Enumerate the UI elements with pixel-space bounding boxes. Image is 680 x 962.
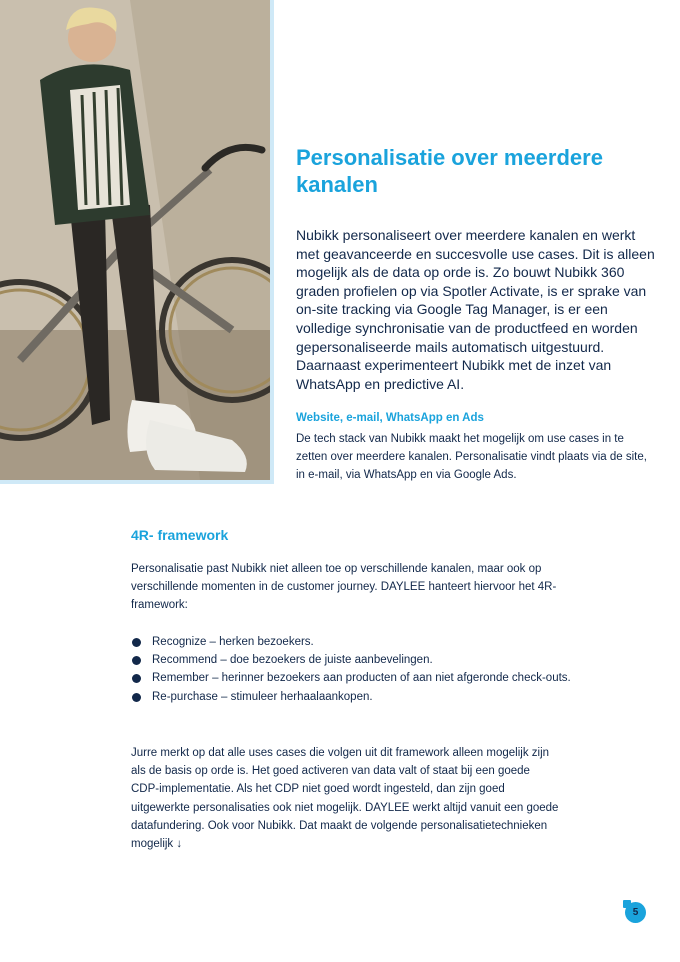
intro-paragraph: Nubikk personaliseert over meerdere kanalen en werkt met geavanceerde en succesvolle use cases. Dit is alleen mogelijk als de data op orde is. Zo bouwt Nubikk 360 graden profielen op via Spotler Activate, is er sprake van on-site tracking via Google Tag Manager, is er een volledige synchronisatie van de productfeed en worden gepersonaliseerde mails automatisch uitgestuurd. Daarnaast experimenteert Nubikk met de inzet van WhatsApp en predictive AI. [296, 227, 655, 392]
channels-paragraph: De tech stack van Nubikk maakt het mogelijk om use cases in te zetten over meerdere kanalen. Personalisatie vindt plaats via de site, in e-mail, via WhatsApp en via Google Ads. [296, 433, 647, 482]
closing-paragraph: Jurre merkt op dat alle uses cases die volgen uit dit framework alleen mogelijk zijn als de basis op orde is. Het goed activeren van data valt of staat bij een goede CDP-implementatie. Als het CDP niet goed wordt ingesteld, dan zijn goed uitgewerkte personalisaties ook niet mogelijk. DAYLEE werkt altijd vanuit een goede datafundering. Ook voor Nubikk. Dat maakt de volgende personalisatietechnieken mogelijk ↓ [131, 747, 559, 851]
list-item-text: Recommend – doe bezoekers de juiste aanbevelingen. [152, 654, 433, 667]
list-item-text: Recognize – herken bezoekers. [152, 636, 314, 648]
bullet-icon [132, 638, 141, 647]
list-item [131, 633, 571, 651]
framework-title: 4R- framework [131, 527, 229, 543]
hero-photo [0, 0, 270, 480]
list-item-text: Re-purchase – stimuleer herhaalaankopen. [152, 690, 373, 703]
framework-list [131, 633, 571, 706]
photo-frame-bottom [0, 480, 274, 484]
man-with-bicycle-illustration [0, 0, 270, 480]
photo-frame-right [270, 0, 274, 484]
list-item [131, 688, 571, 706]
bullet-icon [132, 693, 141, 702]
list-item [131, 651, 571, 669]
bullet-icon [132, 674, 141, 683]
bullet-icon [132, 656, 141, 665]
list-item-text: Remember – herinner bezoekers aan producten of aan niet afgeronde check-outs. [152, 672, 571, 685]
channels-subheading: Website, e-mail, WhatsApp en Ads [296, 412, 484, 424]
article-title: Personalisatie over meerdere kanalen [296, 145, 603, 197]
list-item [131, 669, 571, 687]
page-number-badge: 5 [625, 902, 646, 923]
framework-paragraph: Personalisatie past Nubikk niet alleen toe op verschillende kanalen, maar ook op verschillende momenten in de customer journey. DAYLEE hanteert hiervoor het 4R-framework: [131, 563, 557, 612]
